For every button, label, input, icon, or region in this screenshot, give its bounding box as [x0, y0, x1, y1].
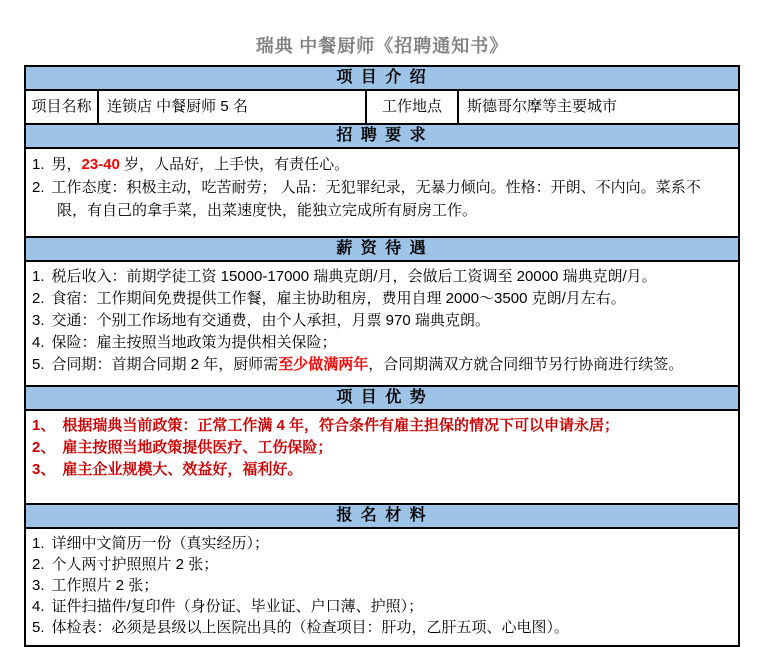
- section-header-salary: 薪 资 待 遇: [26, 236, 738, 262]
- item-number: 2.: [32, 556, 45, 573]
- project-info-row: [26, 91, 738, 123]
- list-item: [32, 575, 730, 596]
- text-segment: 详细中文简历一份（真实经历）；: [51, 535, 270, 552]
- text-segment: 个人两寸护照照片 2 张；: [51, 556, 219, 573]
- list-item: [32, 153, 730, 176]
- list-item: [32, 617, 730, 638]
- section-header-advantages: 项 目 优 势: [26, 385, 738, 411]
- text-segment: 至少做满两年: [278, 356, 369, 373]
- salary-list: [26, 262, 738, 385]
- document-title: 瑞典 中餐厨师《招聘通知书》: [255, 36, 509, 56]
- text-segment: 体检表：必须是县级以上医院出具的（检查项目：肝功，乙肝五项、心电图）。: [51, 619, 570, 636]
- item-number: 2.: [32, 290, 45, 307]
- project-name-label: 项目名称: [31, 98, 92, 115]
- list-item: [32, 459, 730, 481]
- list-item: [32, 288, 730, 310]
- list-item: [32, 596, 730, 617]
- text-segment: 岁，人品好，上手快，有责任心。: [119, 156, 350, 173]
- work-location-label: 工作地点: [365, 91, 457, 123]
- item-number: 3、: [32, 461, 56, 478]
- item-number: 1.: [32, 535, 45, 552]
- list-item: [32, 176, 730, 222]
- text-segment: 证件扫描件/复印件（身份证、毕业证、户口薄、护照）；: [51, 598, 424, 615]
- text-segment: 根据瑞典当前政策：正常工作满 4 年，符合条件有雇主担保的情况下可以申请永居；: [62, 417, 620, 434]
- item-number: 1.: [32, 156, 45, 173]
- project-name-value: 连锁店 中餐厨师 5 名: [97, 91, 365, 123]
- item-number: 3.: [32, 312, 45, 329]
- item-number: 1、: [32, 417, 56, 434]
- list-item: [32, 332, 730, 354]
- list-item: [32, 266, 730, 288]
- materials-list: [26, 529, 738, 645]
- item-number: 4.: [32, 598, 45, 615]
- text-segment: 雇主按照当地政策提供医疗、工伤保险；: [62, 439, 333, 456]
- text-segment: 合同期：首期合同期 2 年，厨师需: [51, 356, 279, 373]
- text-segment: 食宿：工作期间免费提供工作餐，雇主协助租房，费用自理 2000～3500 克朗/月左右。: [51, 290, 626, 307]
- advantages-list: [26, 411, 738, 503]
- list-item: [32, 554, 730, 575]
- list-item: [32, 533, 730, 554]
- list-item: [32, 354, 730, 376]
- section-header-materials: 报 名 材 料: [26, 503, 738, 529]
- text-segment: 保险：雇主按照当地政策为提供相关保险；: [51, 334, 337, 351]
- work-location-value: 斯德哥尔摩等主要城市: [457, 91, 738, 123]
- item-number: 2、: [32, 439, 56, 456]
- text-segment: 工作态度：积极主动，吃苦耐劳； 人品：无犯罪纪录，无暴力倾向。性格：开朗、不内向。菜系不限，有自己的拿手菜，出菜速度快，能独立完成所有厨房工作。: [51, 179, 701, 219]
- item-number: 5.: [32, 356, 45, 373]
- requirements-list: [26, 149, 738, 236]
- text-segment: 税后收入：前期学徒工资 15000-17000 瑞典克朗/月，会做后工资调至 20000 瑞典克朗/月。: [51, 268, 657, 285]
- list-item: [32, 437, 730, 459]
- document-page: [0, 32, 764, 647]
- item-number: 4.: [32, 334, 45, 351]
- item-number: 2.: [32, 179, 45, 196]
- text-segment: 交通：个别工作场地有交通费，由个人承担，月票 970 瑞典克朗。: [51, 312, 490, 329]
- item-number: 3.: [32, 577, 45, 594]
- item-number: 1.: [32, 268, 45, 285]
- list-item: [32, 310, 730, 332]
- text-segment: 23-40: [81, 156, 120, 173]
- notice-table: [24, 65, 740, 647]
- text-segment: 雇主企业规模大、效益好，福利好。: [62, 461, 303, 478]
- text-segment: ，合同期满双方就合同细节另行协商进行续签。: [368, 356, 684, 373]
- list-item: [32, 415, 730, 437]
- text-segment: 男，: [51, 156, 82, 173]
- item-number: 5.: [32, 619, 45, 636]
- text-segment: 工作照片 2 张；: [51, 577, 159, 594]
- section-header-requirements: 招 聘 要 求: [26, 123, 738, 149]
- section-header-project-intro: 项 目 介 绍: [26, 67, 738, 91]
